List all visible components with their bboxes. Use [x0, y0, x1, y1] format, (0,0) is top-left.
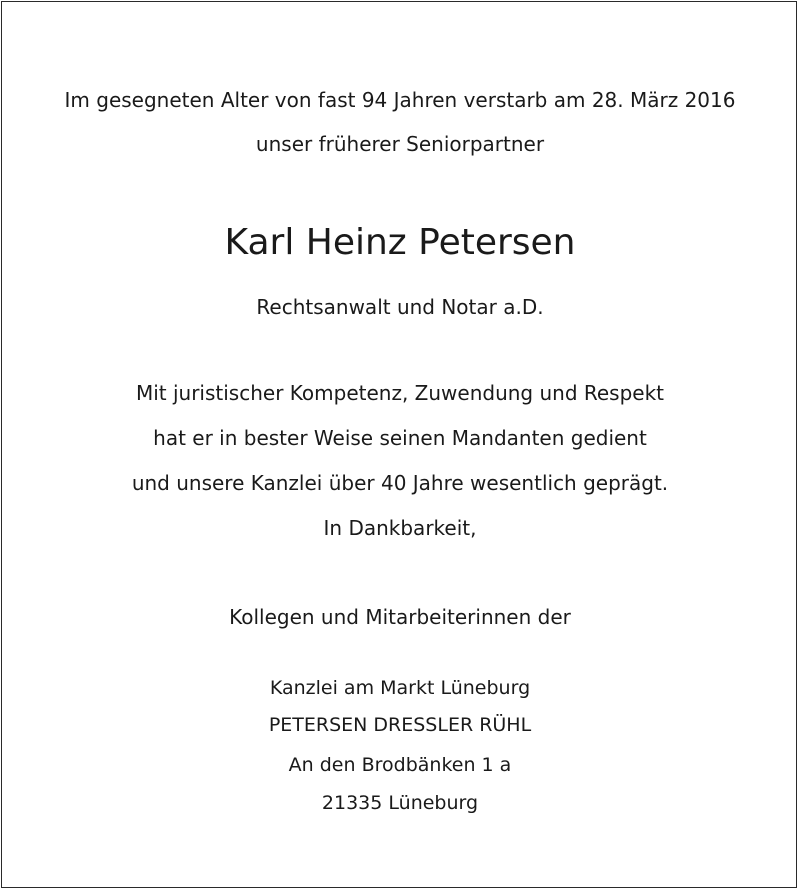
deceased-name: Karl Heinz Petersen — [224, 222, 576, 263]
intro-line-2: unser früherer Seniorpartner — [255, 132, 545, 156]
firm-line-1: Kanzlei am Markt Lüneburg — [269, 677, 531, 699]
body-line-4: In Dankbarkeit, — [323, 516, 477, 540]
signoff-line: Kollegen und Mitarbeiterinnen der — [229, 605, 571, 629]
firm-line-3: An den Brodbänken 1 a — [288, 754, 512, 776]
intro-line-1: Im gesegneten Alter von fast 94 Jahren verstarb am 28. März 2016 — [64, 88, 736, 112]
firm-line-4: 21335 Lüneburg — [321, 792, 479, 814]
body-line-3: und unsere Kanzlei über 40 Jahre wesentlich geprägt. — [131, 471, 669, 495]
firm-line-2: PETERSEN DRESSLER RÜHL — [268, 714, 532, 736]
body-line-1: Mit juristischer Kompetenz, Zuwendung und Respekt — [135, 381, 665, 405]
body-line-2: hat er in bester Weise seinen Mandanten gedient — [153, 426, 647, 450]
deceased-title: Rechtsanwalt und Notar a.D. — [256, 295, 544, 319]
